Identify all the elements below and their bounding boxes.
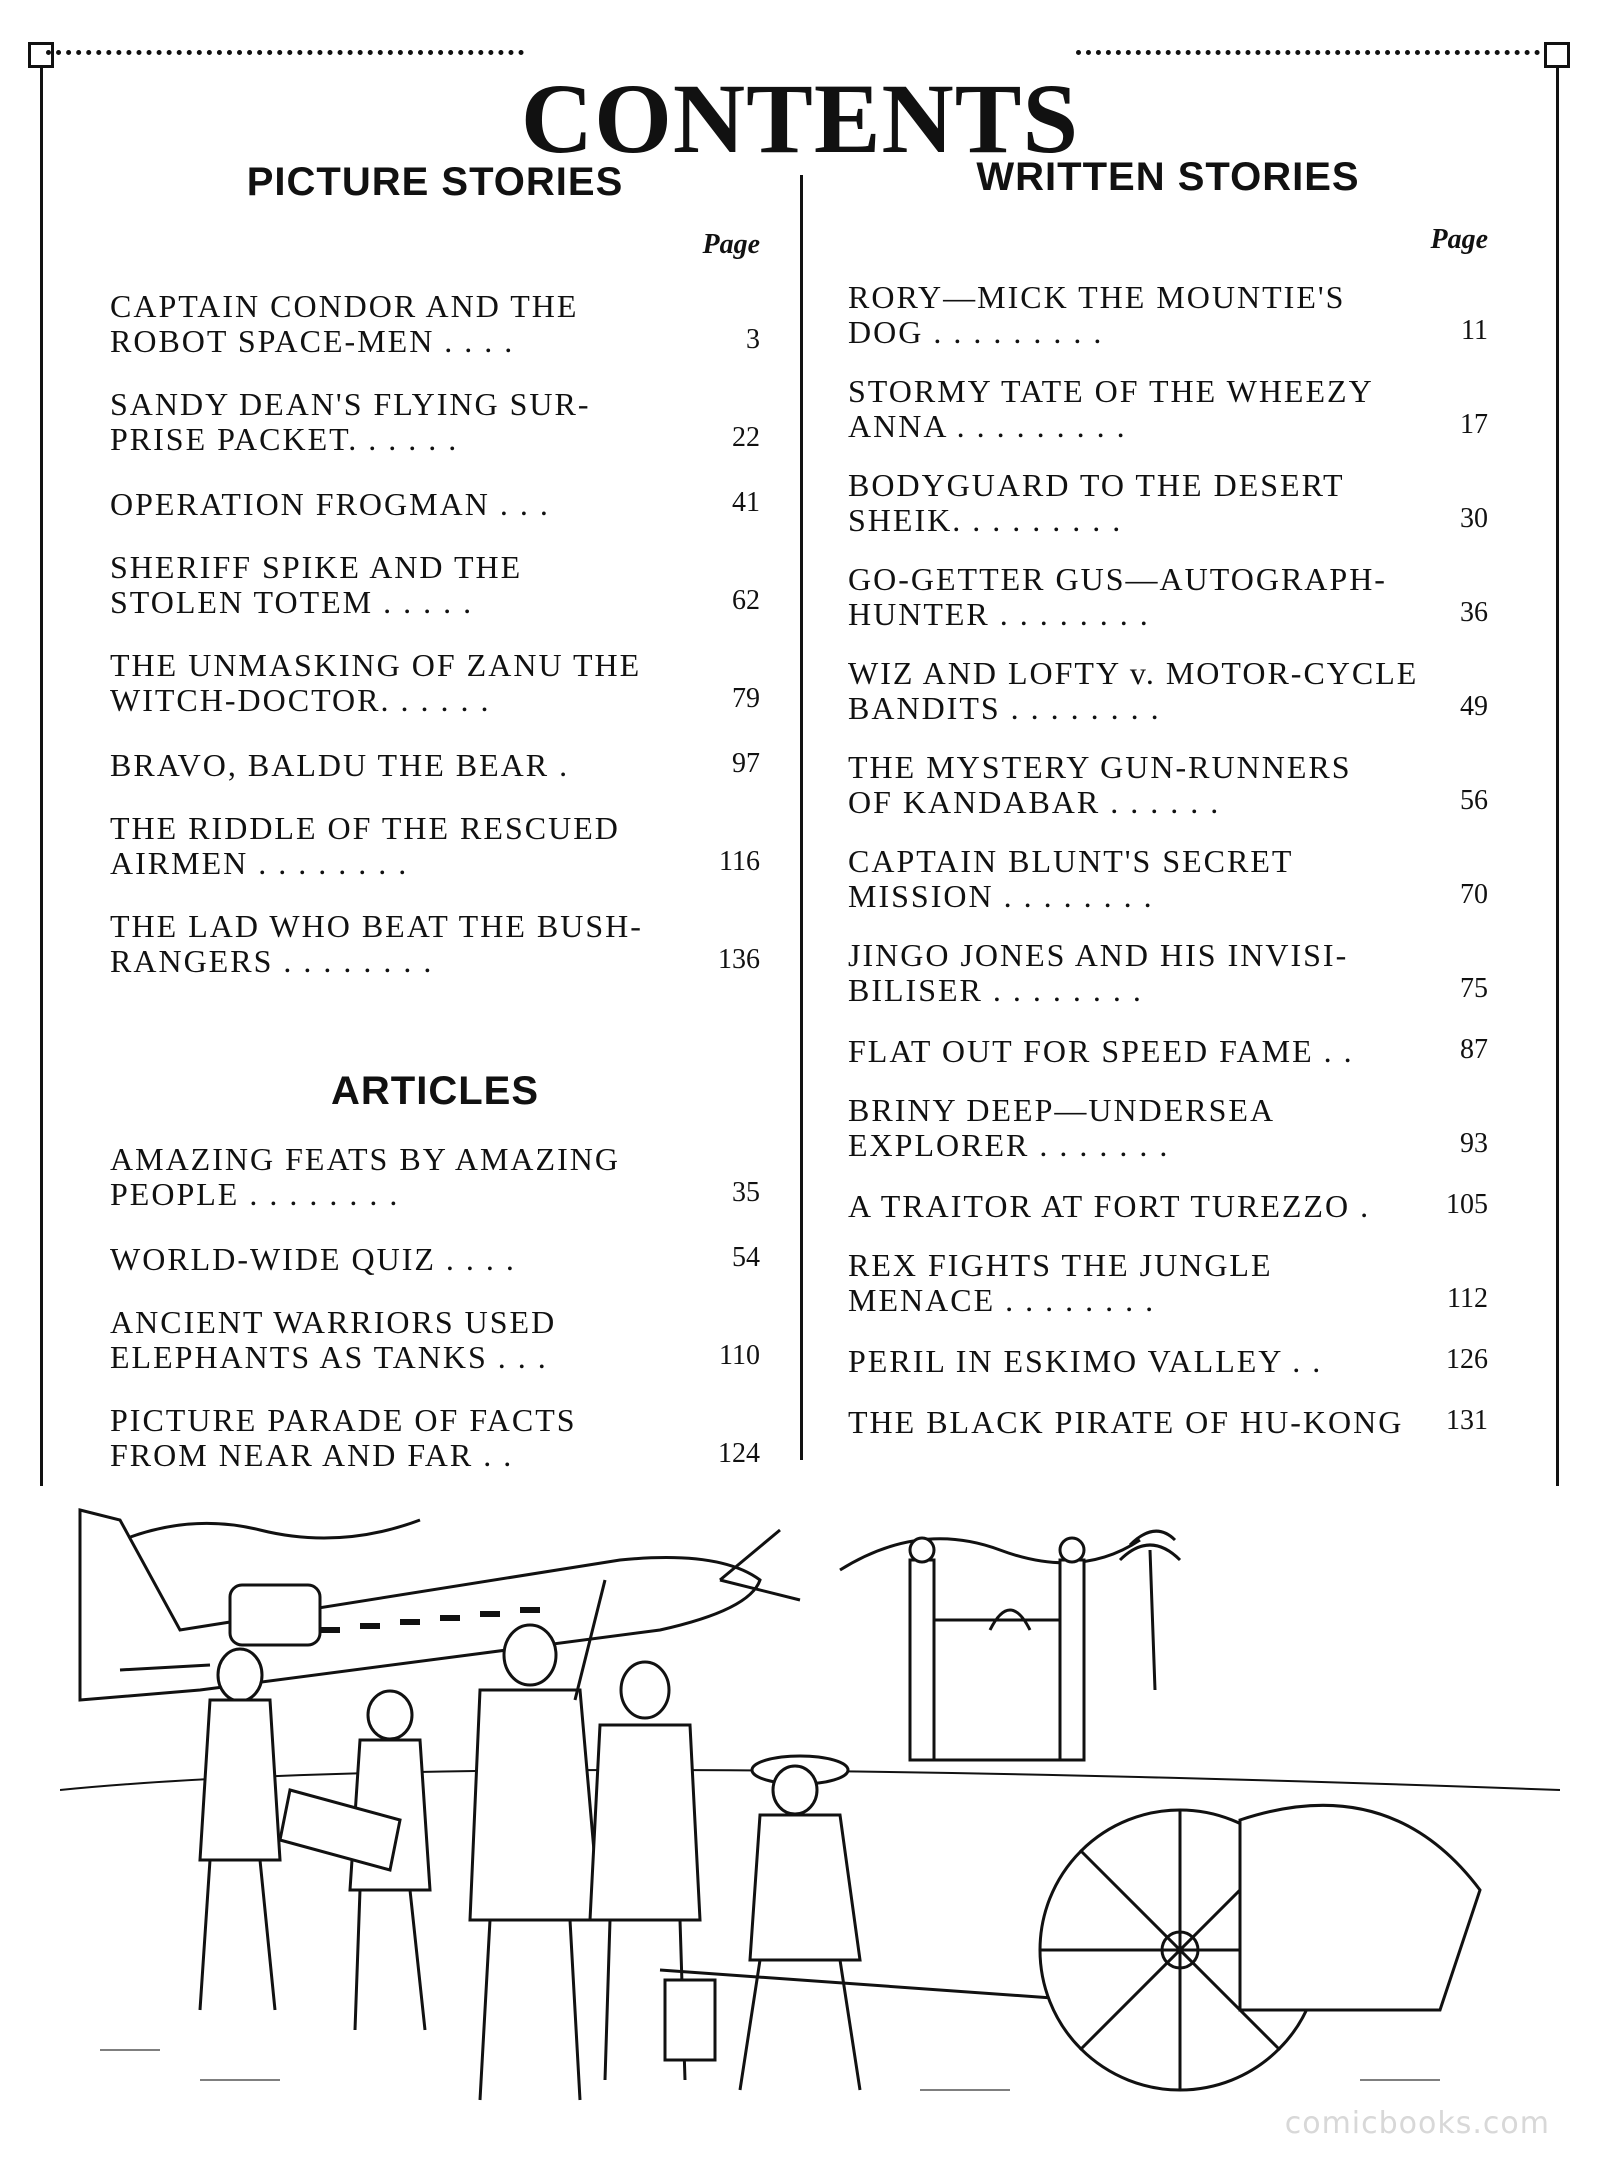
entry-page-number: 105 <box>1446 1189 1488 1220</box>
articles-list <box>110 1142 760 1473</box>
contents-entry <box>110 746 760 783</box>
entry-page-number: 97 <box>732 748 760 779</box>
contents-entry <box>110 289 760 359</box>
contents-entry <box>110 485 760 522</box>
contents-entry <box>110 1240 760 1277</box>
page-column-label: Page <box>1430 224 1488 255</box>
airport-illustration <box>60 1490 1560 2130</box>
top-dotted-rule-right <box>1076 50 1560 55</box>
entry-page-number: 126 <box>1446 1344 1488 1375</box>
picture-stories-heading: PICTURE STORIES <box>246 160 624 204</box>
picture-stories-list <box>110 289 760 979</box>
column-divider <box>800 175 803 1460</box>
entry-title: GO-GETTER GUS—AUTOGRAPH- HUNTER . . . . . . . . <box>848 561 1387 632</box>
entry-page-number: 136 <box>718 944 760 975</box>
watermark-credit: comicbooks.com <box>1284 2106 1550 2141</box>
frame-side-rule-right <box>1556 66 1559 1486</box>
entry-page-number: 35 <box>732 1177 760 1208</box>
entry-title: SANDY DEAN'S FLYING SUR- PRISE PACKET. . . . . . <box>110 386 591 457</box>
entry-title: WIZ AND LOFTY v. MOTOR-CYCLE BANDITS . . . . . . . . <box>848 655 1419 726</box>
contents-entry <box>110 1403 760 1473</box>
entry-title: AMAZING FEATS BY AMAZING PEOPLE . . . . . . . . <box>110 1141 620 1212</box>
entry-title: SHERIFF SPIKE AND THE STOLEN TOTEM . . . . . <box>110 549 523 620</box>
entry-title: BRINY DEEP—UNDERSEA EXPLORER . . . . . . . <box>848 1092 1276 1163</box>
entry-page-number: 17 <box>1460 409 1488 440</box>
page-title: CONTENTS <box>520 63 1080 174</box>
contents-entry <box>110 811 760 881</box>
entry-page-number: 22 <box>732 422 760 453</box>
written-stories-heading: WRITTEN STORIES <box>976 155 1360 199</box>
top-dotted-rule-left <box>46 50 524 55</box>
contents-entry <box>848 1093 1488 1163</box>
entry-page-number: 75 <box>1460 973 1488 1004</box>
entry-page-number: 41 <box>732 487 760 518</box>
contents-entry <box>848 1403 1488 1440</box>
entry-title: THE RIDDLE OF THE RESCUED AIRMEN . . . . . . . . <box>110 810 620 881</box>
left-column <box>110 160 760 1473</box>
entry-page-number: 30 <box>1460 503 1488 534</box>
frame-corner-left <box>28 42 54 68</box>
entry-title: WORLD-WIDE QUIZ . . . . <box>110 1241 516 1277</box>
entry-page-number: 124 <box>718 1438 760 1469</box>
contents-entry <box>110 1305 760 1375</box>
entry-title: CAPTAIN CONDOR AND THE ROBOT SPACE-MEN . . . . <box>110 288 579 359</box>
contents-entry <box>848 468 1488 538</box>
right-column <box>848 155 1488 1440</box>
entry-title: REX FIGHTS THE JUNGLE MENACE . . . . . . . . <box>848 1247 1273 1318</box>
entry-title: THE BLACK PIRATE OF HU-KONG <box>848 1404 1404 1440</box>
articles-heading: ARTICLES <box>331 1069 539 1113</box>
entry-page-number: 112 <box>1447 1283 1488 1314</box>
contents-entry <box>848 750 1488 820</box>
entry-page-number: 56 <box>1460 785 1488 816</box>
contents-entry <box>110 909 760 979</box>
entry-page-number: 49 <box>1460 691 1488 722</box>
entry-title: STORMY TATE OF THE WHEEZY ANNA . . . . . . . . . <box>848 373 1374 444</box>
contents-entry <box>848 1032 1488 1069</box>
entry-page-number: 110 <box>719 1340 760 1371</box>
contents-entry <box>848 1342 1488 1379</box>
entry-title: THE MYSTERY GUN-RUNNERS OF KANDABAR . . . . . . <box>848 749 1352 820</box>
entry-title: RORY—MICK THE MOUNTIE'S DOG . . . . . . . . . <box>848 279 1346 350</box>
entry-page-number: 11 <box>1461 315 1488 346</box>
entry-page-number: 79 <box>732 683 760 714</box>
entry-title: BODYGUARD TO THE DESERT SHEIK. . . . . . . . . <box>848 467 1345 538</box>
entry-title: FLAT OUT FOR SPEED FAME . . <box>848 1033 1354 1069</box>
entry-page-number: 87 <box>1460 1034 1488 1065</box>
frame-side-rule-left <box>40 66 43 1486</box>
entry-title: THE UNMASKING OF ZANU THE WITCH-DOCTOR. . . . . . <box>110 647 642 718</box>
contents-entry <box>110 1142 760 1212</box>
contents-entry <box>848 562 1488 632</box>
contents-entry <box>848 1187 1488 1224</box>
page-column-label: Page <box>702 229 760 260</box>
contents-entry <box>848 938 1488 1008</box>
entry-title: PICTURE PARADE OF FACTS FROM NEAR AND FAR . . <box>110 1402 577 1473</box>
contents-entry <box>110 387 760 457</box>
entry-title: OPERATION FROGMAN . . . <box>110 486 550 522</box>
entry-title: PERIL IN ESKIMO VALLEY . . <box>848 1343 1323 1379</box>
entry-page-number: 70 <box>1460 879 1488 910</box>
entry-page-number: 3 <box>746 324 760 355</box>
entry-page-number: 54 <box>732 1242 760 1273</box>
entry-page-number: 93 <box>1460 1128 1488 1159</box>
contents-entry <box>110 550 760 620</box>
contents-entry <box>848 374 1488 444</box>
entry-title: THE LAD WHO BEAT THE BUSH- RANGERS . . . . . . . . <box>110 908 643 979</box>
frame-corner-right <box>1544 42 1570 68</box>
contents-entry <box>110 648 760 718</box>
entry-title: CAPTAIN BLUNT'S SECRET MISSION . . . . . . . . <box>848 843 1294 914</box>
contents-entry <box>848 280 1488 350</box>
entry-page-number: 116 <box>719 846 760 877</box>
entry-title: BRAVO, BALDU THE BEAR . <box>110 747 570 783</box>
contents-entry <box>848 656 1488 726</box>
entry-title: A TRAITOR AT FORT TUREZZO . <box>848 1188 1371 1224</box>
written-stories-list <box>848 280 1488 1440</box>
entry-title: ANCIENT WARRIORS USED ELEPHANTS AS TANKS . . . <box>110 1304 557 1375</box>
entry-page-number: 62 <box>732 585 760 616</box>
entry-page-number: 131 <box>1446 1405 1488 1436</box>
entry-title: JINGO JONES AND HIS INVISI- BILISER . . . . . . . . <box>848 937 1349 1008</box>
contents-entry <box>848 844 1488 914</box>
entry-page-number: 36 <box>1460 597 1488 628</box>
contents-entry <box>848 1248 1488 1318</box>
